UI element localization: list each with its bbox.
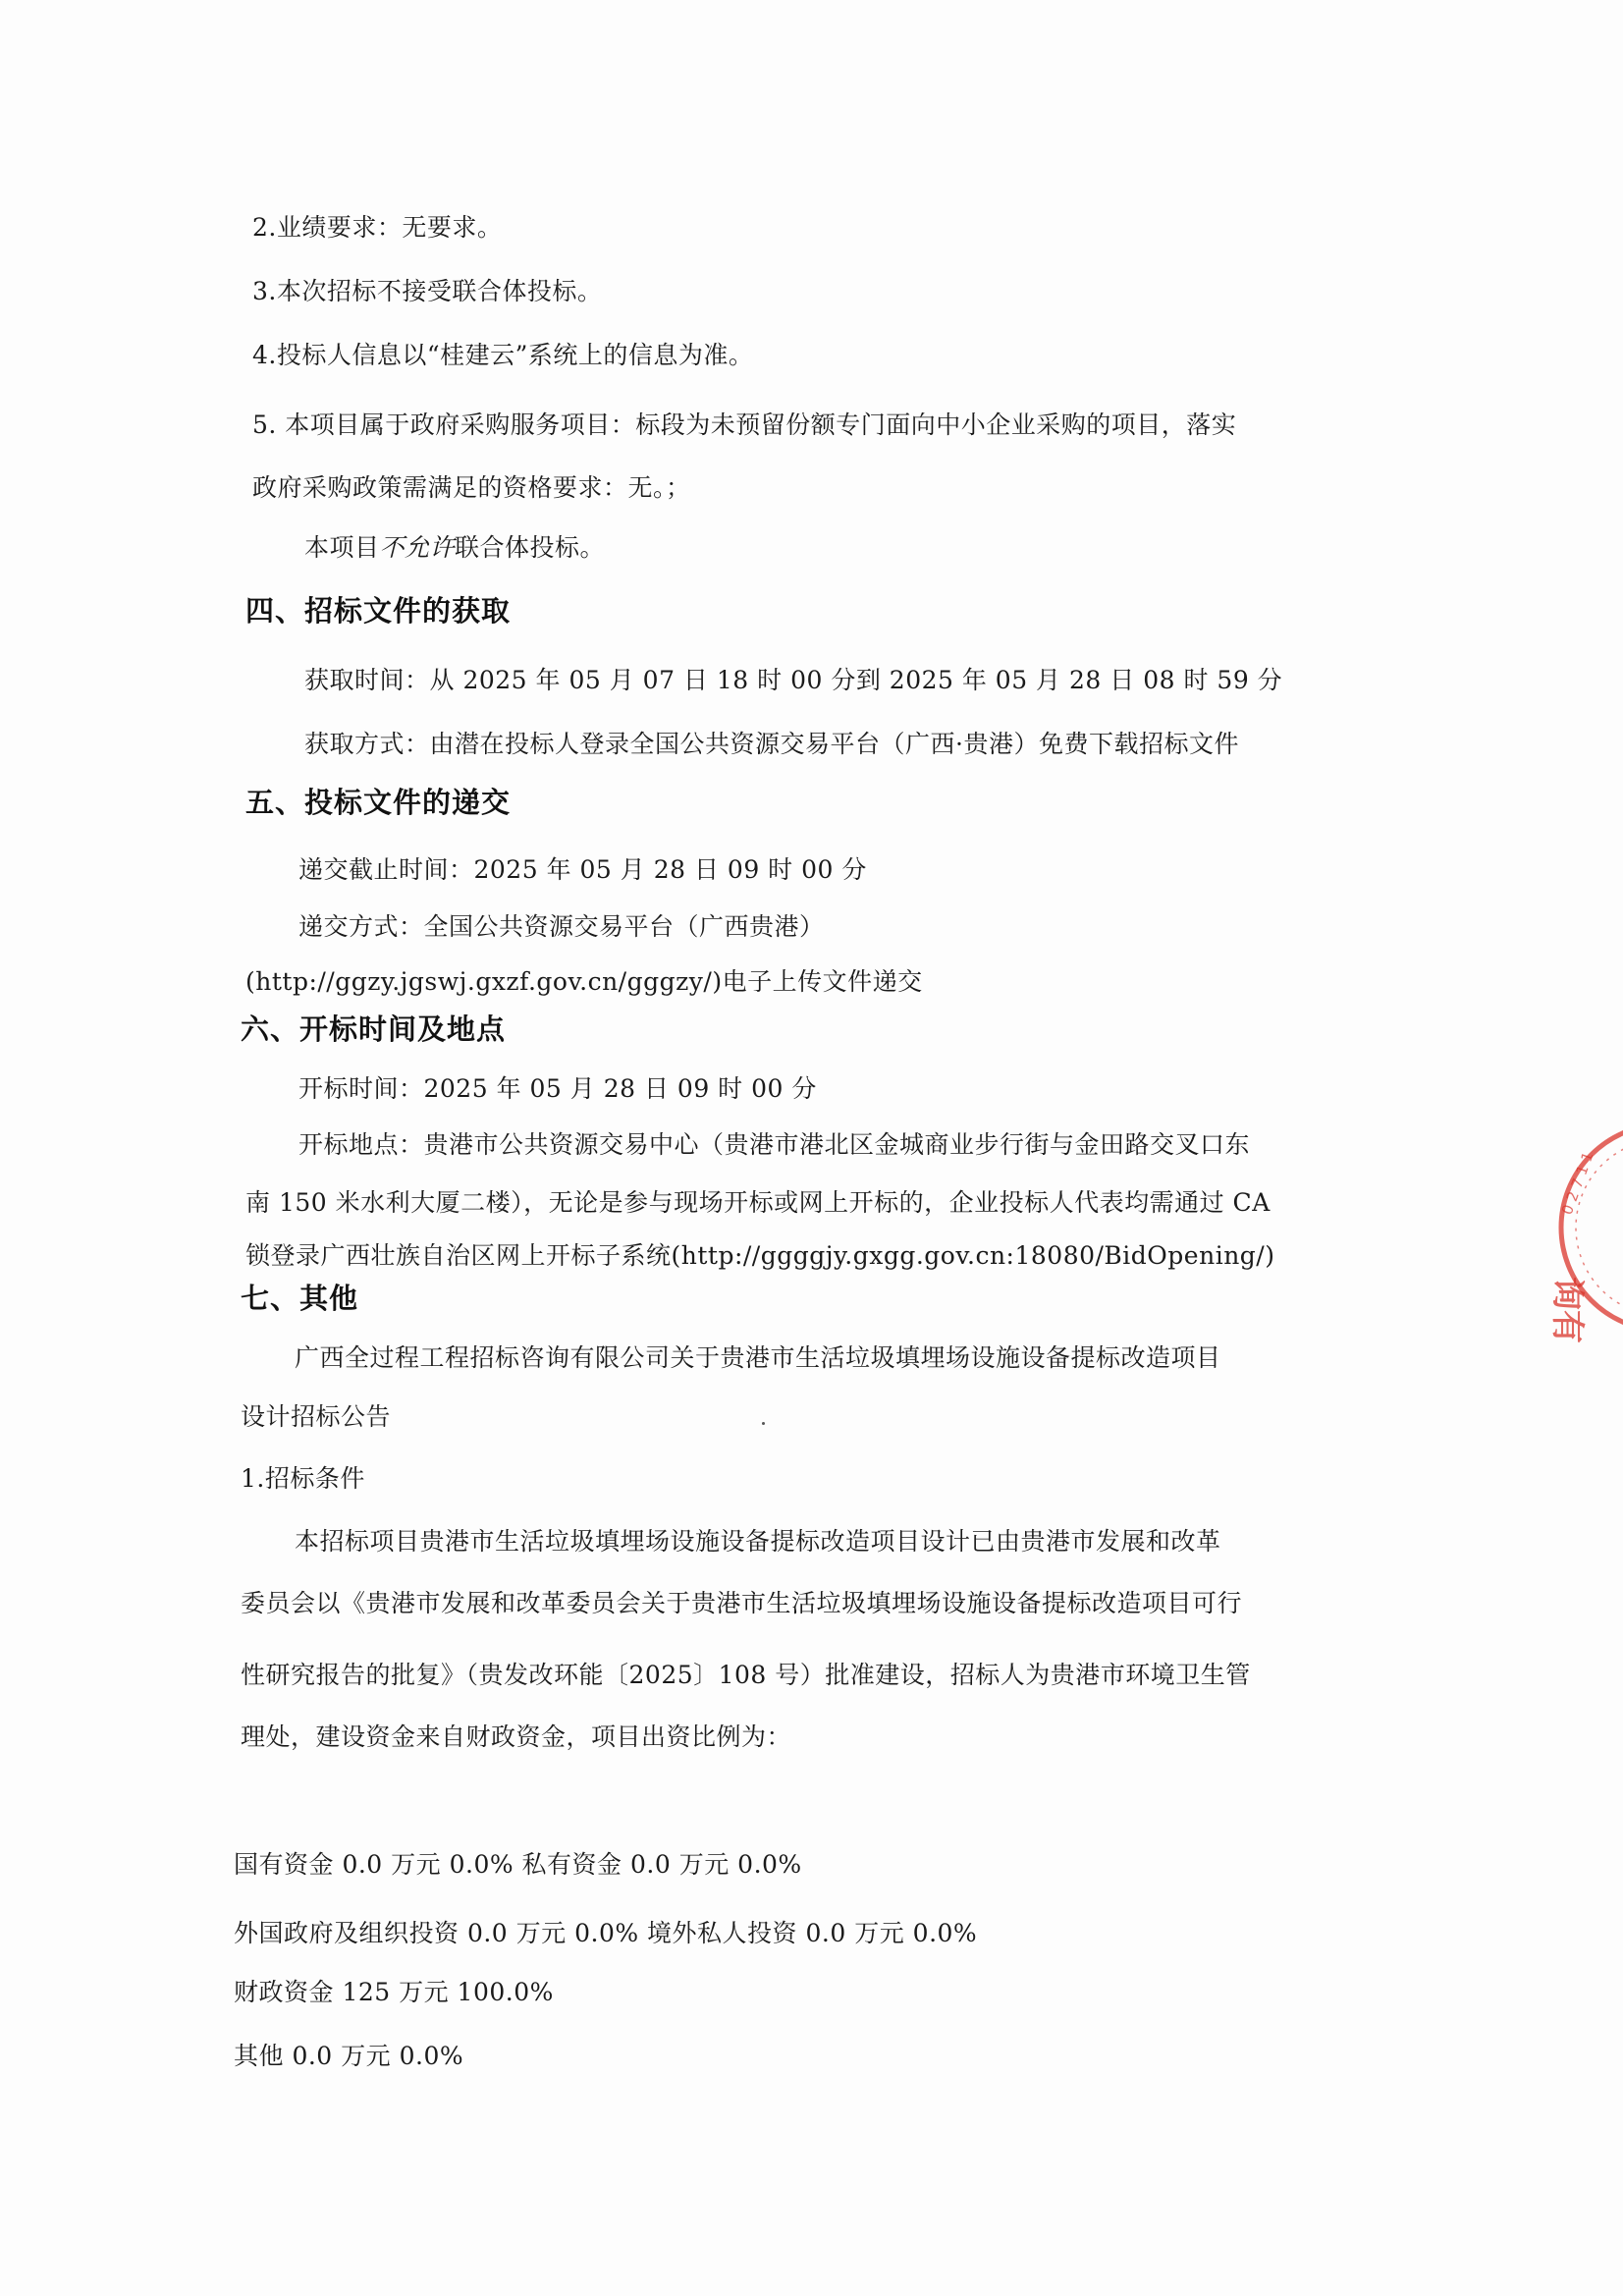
consortium-statement [304, 531, 605, 565]
opening-time: 开标时间：2025 年 05 月 28 日 09 时 00 分 [298, 1074, 817, 1103]
notice-title-1: 广西全过程工程招标咨询有限公司关于贵港市生活垃圾填埋场设施设备提标改造项目 [295, 1343, 1221, 1372]
acquire-time: 获取时间：从 2025 年 05 月 07 日 18 时 00 分到 2025 年 05 月 28 日 08 时 59 分 [304, 666, 1283, 694]
funding-state-private: 国有资金 0.0 万元 0.0% 私有资金 0.0 万元 0.0% [234, 1850, 802, 1879]
requirement-procurement-2: 政府采购政策需满足的资格要求：无。； [252, 473, 691, 502]
tender-conditions-para-4: 理处，建设资金来自财政资金，项目出资比例为： [241, 1722, 792, 1751]
opening-place-1: 开标地点：贵港市公共资源交易中心（贵港市港北区金城商业步行街与金田路交叉口东 [298, 1130, 1251, 1159]
requirement-info-source: 4.投标人信息以“桂建云”系统上的信息为准。 [252, 341, 754, 369]
requirement-procurement-1: 5. 本项目属于政府采购服务项目：标段为未预留份额专门面向中小企业采购的项目，落实 [252, 410, 1237, 439]
company-seal-icon [1537, 1100, 1623, 1355]
section-heading-7: 七、其他 [241, 1282, 359, 1315]
acquire-method: 获取方式：由潜在投标人登录全国公共资源交易平台（广西·贵港）免费下载招标文件 [304, 730, 1239, 758]
opening-place-3: 锁登录广西壮族自治区网上开标子系统(http://ggggjy.gxgg.gov.cn:18080/BidOpening/) [245, 1241, 1275, 1270]
funding-fiscal: 财政资金 125 万元 100.0% [234, 1978, 554, 2006]
consortium-statement-prefix: 本项目 [304, 533, 380, 562]
tender-conditions-heading: 1.招标条件 [241, 1464, 365, 1493]
funding-foreign: 外国政府及组织投资 0.0 万元 0.0% 境外私人投资 0.0 万元 0.0% [234, 1919, 978, 1947]
consortium-statement-suffix: 联合体投标。 [455, 533, 606, 562]
tender-conditions-para-3: 性研究报告的批复》（贵发改环能〔2025〕108 号）批准建设，招标人为贵港市环境卫生管 [241, 1661, 1251, 1689]
submit-deadline: 递交截止时间：2025 年 05 月 28 日 09 时 00 分 [298, 855, 867, 884]
tender-conditions-para-1: 本招标项目贵港市生活垃圾填埋场设施设备提标改造项目设计已由贵港市发展和改革 [295, 1527, 1221, 1556]
svg-text:询有: 询有 [1547, 1277, 1587, 1343]
submit-url: (http://ggzy.jgswj.gxzf.gov.cn/gggzy/)电子上传文件递交 [245, 967, 923, 996]
submit-method: 递交方式：全国公共资源交易平台（广西贵港） [298, 912, 825, 941]
scan-speck [762, 1422, 765, 1425]
svg-text:0 2 7 1 1: 0 2 7 1 1 [1557, 1149, 1597, 1218]
section-heading-6: 六、开标时间及地点 [241, 1012, 507, 1046]
funding-other: 其他 0.0 万元 0.0% [234, 2042, 464, 2070]
opening-place-2: 南 150 米水利大厦二楼），无论是参与现场开标或网上开标的，企业投标人代表均需通过 CA [245, 1188, 1271, 1217]
requirement-performance: 2.业绩要求：无要求。 [252, 213, 503, 242]
consortium-statement-handwritten: 不允许 [379, 533, 456, 562]
section-heading-5: 五、投标文件的递交 [245, 786, 512, 819]
section-heading-4: 四、招标文件的获取 [245, 594, 512, 628]
requirement-consortium: 3.本次招标不接受联合体投标。 [252, 277, 603, 305]
notice-title-2: 设计招标公告 [241, 1402, 392, 1431]
tender-conditions-para-2: 委员会以《贵港市发展和改革委员会关于贵港市生活垃圾填埋场设施设备提标改造项目可行 [241, 1589, 1243, 1617]
